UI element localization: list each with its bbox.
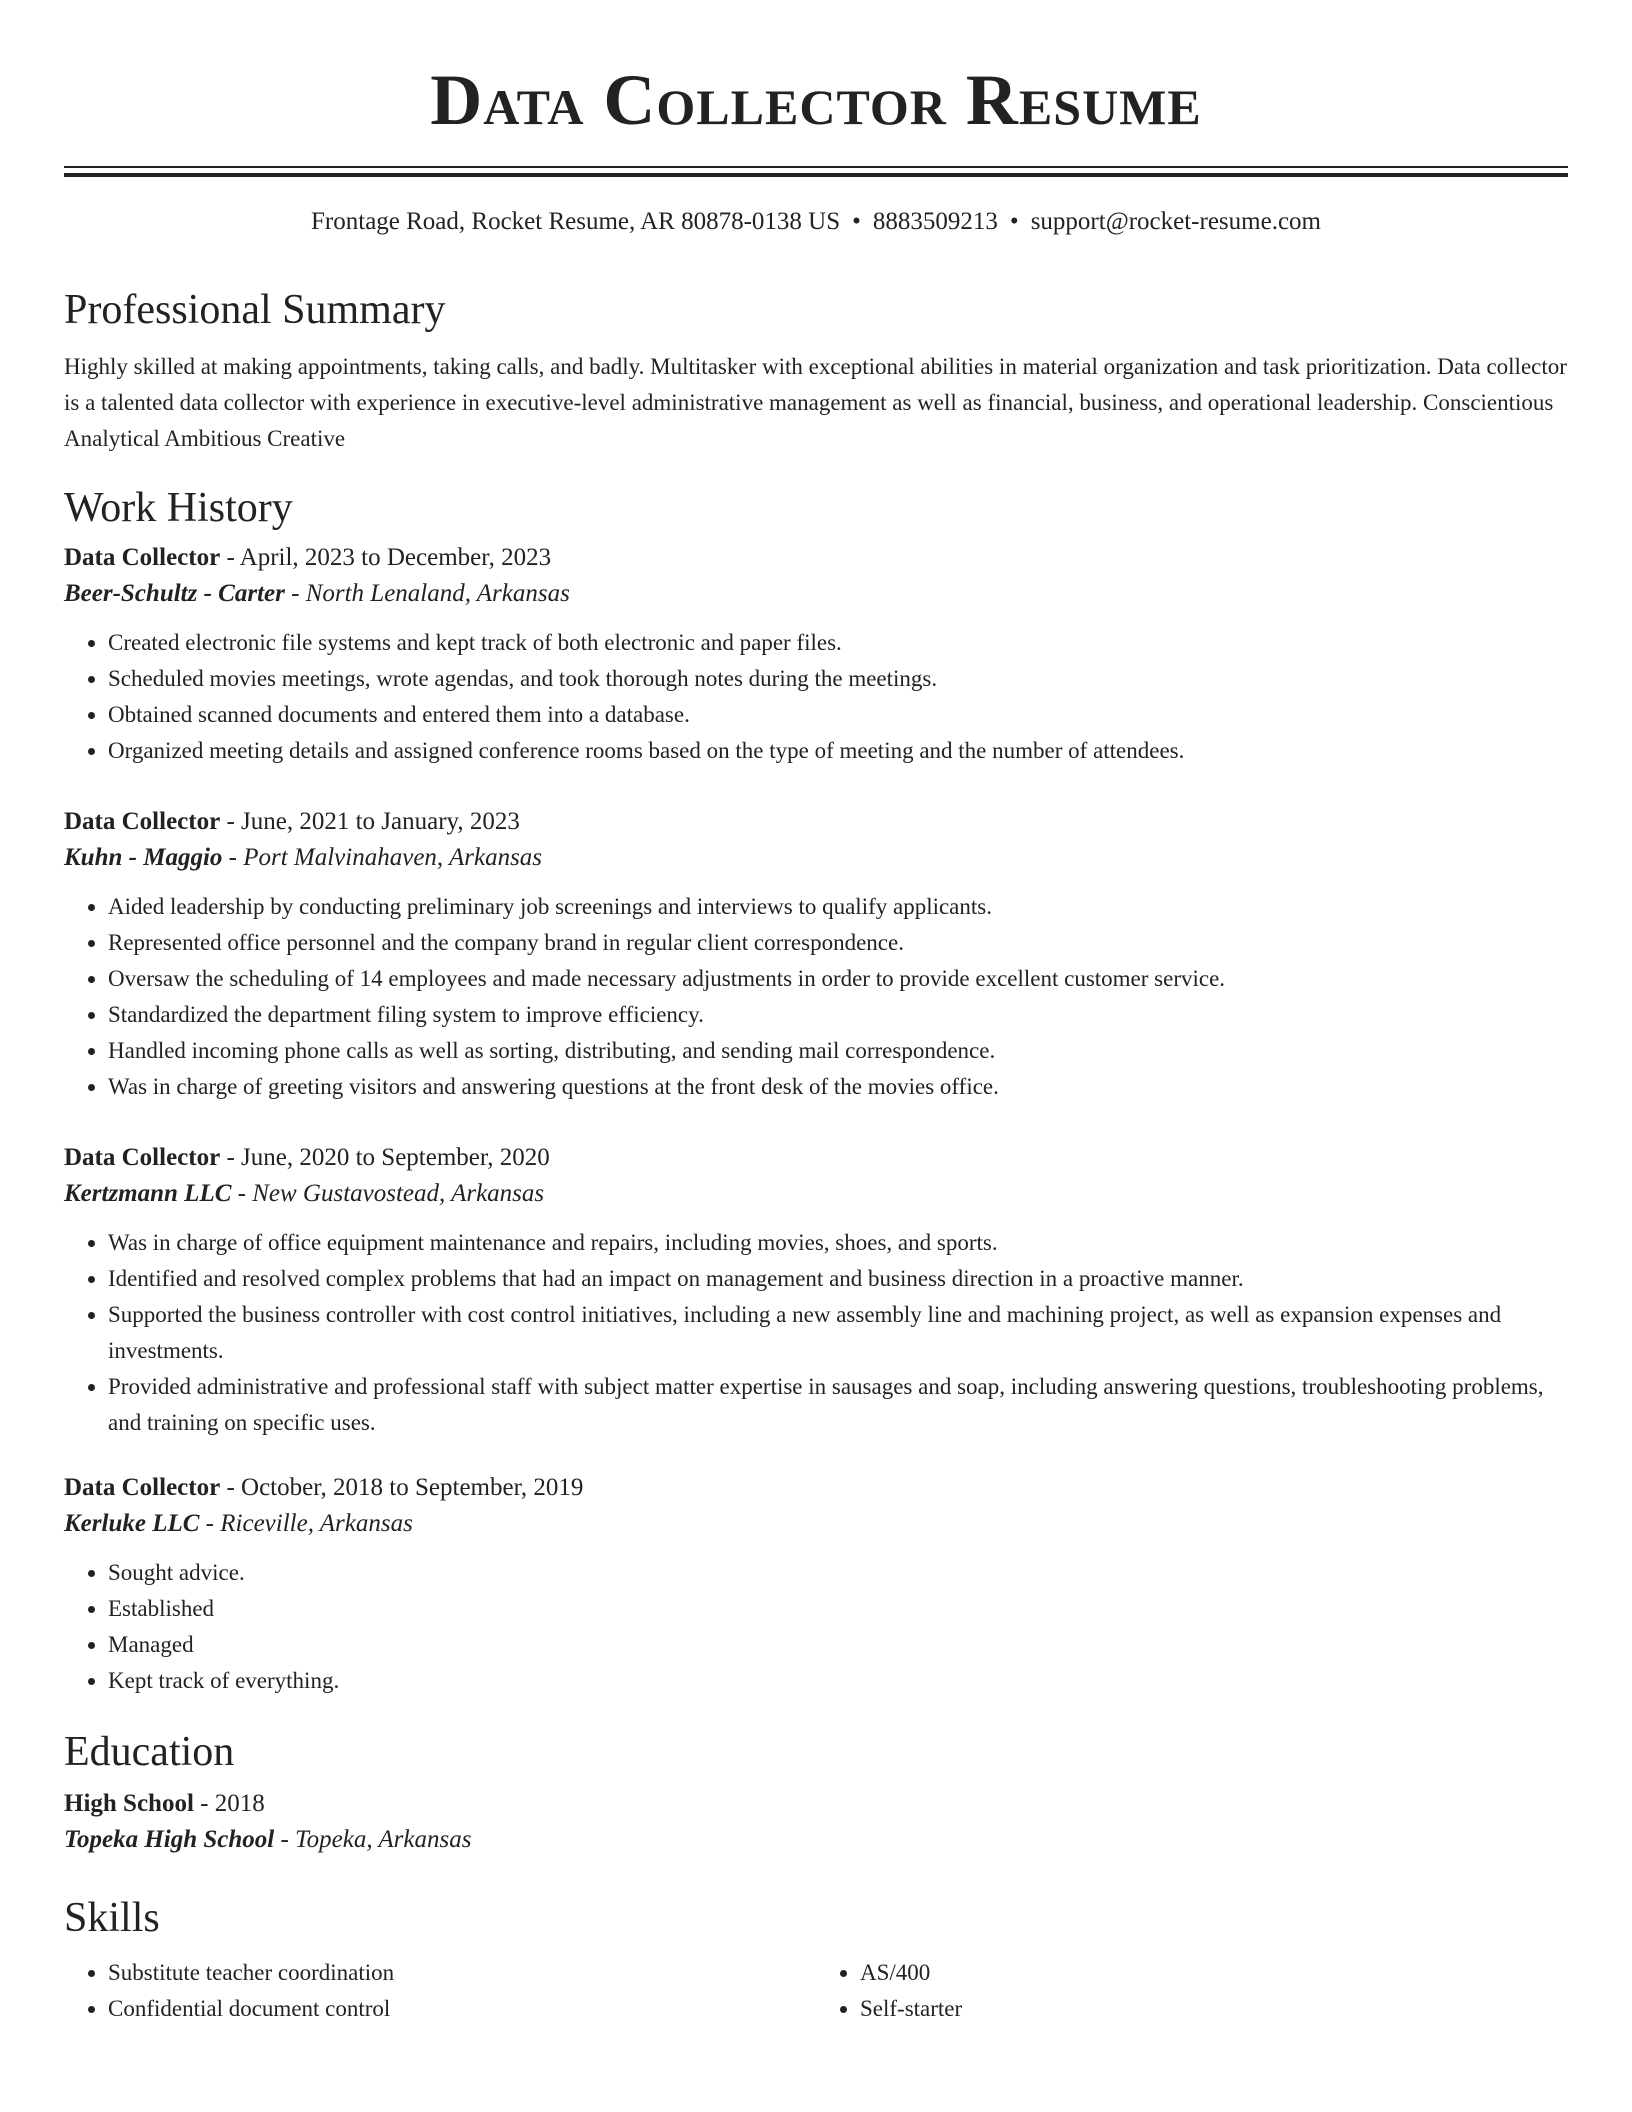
contact-separator: • [852,208,861,235]
job-entry [64,1141,1568,1441]
contact-line [64,205,1568,239]
bullet-item: • Standardized the department filing system to improve efficiency. [108,997,1568,1033]
page-title: Data Collector Resume [430,60,1202,140]
bullet-item: • Was in charge of greeting visitors and answering questions at the front desk of the movies office. [108,1069,1568,1105]
bullet-item: • Managed [108,1627,1568,1663]
skill-item: • AS/400 [860,1955,1568,1991]
contact-email: support@rocket-resume.com [1030,208,1321,235]
job-location: New Gustavostead, Arkansas [252,1180,545,1207]
job-location: Port Malvinahaven, Arkansas [243,844,543,871]
job-dates: October, 2018 to September, 2019 [241,1474,584,1501]
job-company: Kertzmann LLC [64,1180,232,1207]
bullet-item: • Obtained scanned documents and entered them into a database. [108,697,1568,733]
summary-heading: Professional Summary [64,287,446,333]
bullet-item: • Handled incoming phone calls as well as sorting, distributing, and sending mail correspondence. [108,1033,1568,1069]
dash: - [220,1144,242,1171]
education-school: Topeka High School [64,1826,275,1853]
job-title-line [64,805,1568,839]
dash: - [220,544,240,571]
job-company-line [64,1505,1568,1543]
skills-heading: Skills [64,1895,160,1941]
job-dates: April, 2023 to December, 2023 [239,544,552,571]
contact-phone: 8883509213 [872,208,998,235]
education-entry [64,1787,1568,1821]
dash: - [274,1826,296,1853]
education-degree: High School [64,1790,194,1817]
education-heading: Education [64,1729,235,1775]
contact-separator: • [1009,208,1019,235]
summary-text: Highly skilled at making appointments, taking calls, and badly. Multitasker with exceptional abilities in material organization and task prioritization. Data collector is a talented data collector with experience in executive-level administrative management as well as financial, business, and operational leadership. Conscientious Analytical Ambitious Creative [64,354,1567,451]
bullet-item: • Scheduled movies meetings, wrote agendas, and took thorough notes during the meetings. [108,661,1568,697]
job-dates: June, 2020 to September, 2020 [241,1144,550,1171]
job-entry [64,1471,1568,1699]
bullet-item: • Created electronic file systems and kept track of both electronic and paper files. [108,625,1568,661]
bullet-item: • Organized meeting details and assigned conference rooms based on the type of meeting and the number of attendees. [108,733,1568,769]
dash: - [220,808,242,835]
bullet-item: • Supported the business controller with cost control initiatives, including a new assembly line and machining project, as well as expansion expenses and investments. [108,1297,1568,1369]
job-location: Riceville, Arkansas [220,1510,413,1537]
skills-column-left [64,1955,816,2027]
job-company-line [64,839,1568,877]
education-year: 2018 [214,1790,265,1817]
job-title-line [64,1471,1568,1505]
job-role: Data Collector [64,544,221,571]
job-company-line [64,1175,1568,1213]
skill-item: • Confidential document control [108,1991,816,2027]
skill-item: • Self-starter [860,1991,1568,2027]
dash: - [284,580,306,607]
bullet-item: • Provided administrative and professional staff with subject matter expertise in sausages and soap, including answering questions, troubleshooting problems, and training on specific uses. [108,1369,1568,1441]
job-company-line [64,575,1568,613]
bullet-item: • Oversaw the scheduling of 14 employees and made necessary adjustments in order to provide excellent customer service. [108,961,1568,997]
education-location: Topeka, Arkansas [295,1826,472,1853]
bullet-item: • Was in charge of office equipment maintenance and repairs, including movies, shoes, and sports. [108,1225,1568,1261]
skills-column-right [816,1955,1568,2027]
bullet-item: • Identified and resolved complex problems that had an impact on management and business direction in a proactive manner. [108,1261,1568,1297]
skills-grid [64,1955,1568,2027]
bullet-item: • Kept track of everything. [108,1663,1568,1699]
title-divider [64,166,1568,177]
job-company: Beer-Schultz - Carter [64,580,285,607]
job-title-line [64,1141,1568,1175]
job-title-line [64,541,1568,575]
job-entry [64,805,1568,1105]
skill-item: • Substitute teacher coordination [108,1955,816,1991]
bullet-item: • Sought advice. [108,1555,1568,1591]
bullet-item: • Aided leadership by conducting preliminary job screenings and interviews to qualify applicants. [108,889,1568,925]
job-bullets [64,625,1568,769]
job-company: Kerluke LLC [64,1510,200,1537]
contact-address: Frontage Road, Rocket Resume, AR 80878-0138 US [311,208,841,235]
job-bullets [64,1225,1568,1441]
dash: - [193,1790,215,1817]
job-role: Data Collector [64,808,221,835]
work-history-list [64,541,1568,1699]
bullet-item: • Established [108,1591,1568,1627]
dash: - [222,844,244,871]
work-history-heading: Work History [64,485,293,531]
dash: - [220,1474,242,1501]
job-company: Kuhn - Maggio [64,844,223,871]
job-bullets [64,1555,1568,1699]
dash: - [199,1510,221,1537]
job-location: North Lenaland, Arkansas [305,580,570,607]
dash: - [231,1180,253,1207]
job-dates: June, 2021 to January, 2023 [241,808,520,835]
job-role: Data Collector [64,1144,221,1171]
education-school-line [64,1821,1568,1859]
job-entry [64,541,1568,769]
job-role: Data Collector [64,1474,221,1501]
bullet-item: • Represented office personnel and the company brand in regular client correspondence. [108,925,1568,961]
job-bullets [64,889,1568,1105]
